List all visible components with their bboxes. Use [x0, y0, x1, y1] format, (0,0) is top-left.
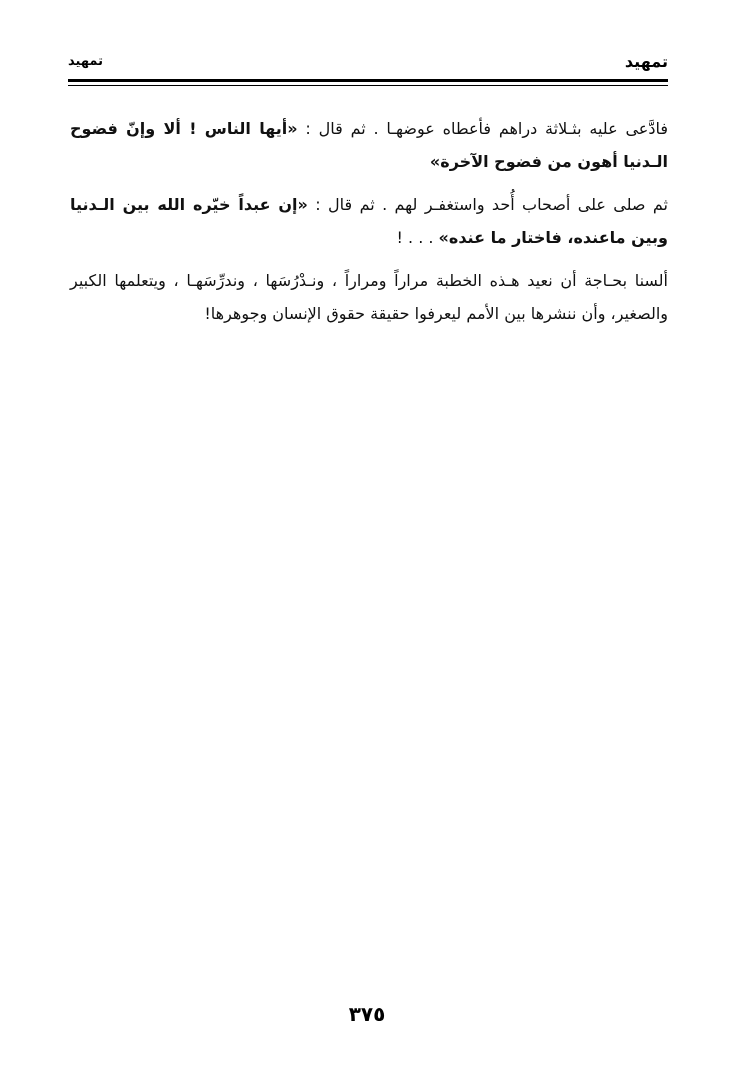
paragraph-1-quote: «أيها الناس ! ألا وإنّ فضوح الـدنيا أهون من فضوح الآخرة»	[70, 119, 668, 171]
paragraph-1-text: فادَّعى عليه بثـلاثة دراهم فأعطاه عوضهـا . ثم قال :	[297, 119, 668, 138]
page-number: ٣٧٥	[348, 1002, 386, 1026]
header-title-left: تمهيد	[68, 54, 103, 69]
header-rule-thick	[68, 79, 668, 82]
paragraph-1	[70, 112, 668, 178]
header-title-right: تمهيد	[624, 52, 668, 71]
paragraph-2-tail: . . . !	[396, 228, 439, 247]
paragraph-2-quote: «إن عبداً خيّره الله بين الـدنيا وبين ماعنده، فاختار ما عنده»	[70, 195, 668, 247]
paragraph-2-text: ثم صلى على أصحاب أُحد واستغفـر لهم . ثم قال :	[307, 195, 669, 214]
paragraph-2	[70, 188, 668, 254]
header-rule-thin	[68, 85, 668, 86]
running-header	[68, 50, 668, 76]
paragraph-3	[70, 264, 668, 330]
body-text	[70, 112, 668, 340]
paragraph-3-text: ألسنا بحـاجة أن نعيد هـذه الخطبة مراراً ومراراً ، ونـدْرُسَها ، وندرِّسَهـا ، ويتعلمها الكبير والصغير، وأن ننشرها بين الأمم ليعرفوا حقيقة حقوق الإنسان وجوهرها!	[70, 271, 668, 323]
